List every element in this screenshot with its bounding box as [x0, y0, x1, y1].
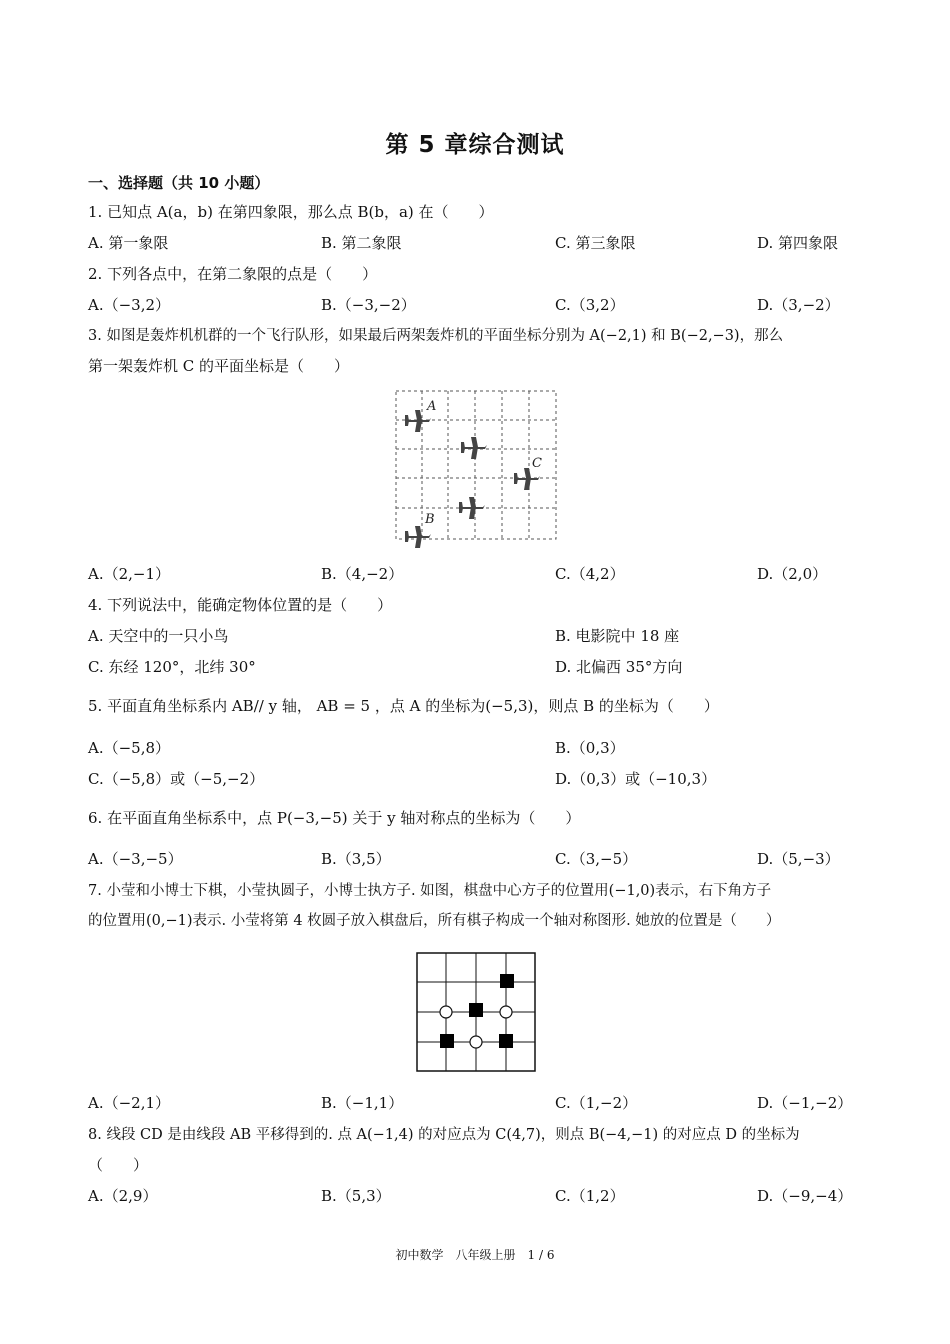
- q7-option-a: A.（−2,1）: [88, 1094, 171, 1112]
- q5-option-d: D.（0,3）或（−10,3）: [555, 770, 717, 788]
- q8-option-d: D.（−9,−4）: [757, 1187, 853, 1205]
- q3-formation-figure: [395, 390, 557, 548]
- q5-option-c: C.（−5,8）或（−5,−2）: [88, 770, 265, 788]
- plane-b-icon: [405, 526, 431, 548]
- square-piece: [500, 974, 514, 988]
- plane-c-icon: [514, 468, 540, 490]
- q3-option-c: C.（4,2）: [555, 565, 625, 583]
- question-2-stem: 2. 下列各点中，在第二象限的点是（ ）: [88, 265, 378, 283]
- q7-option-d: D.（−1,−2）: [757, 1094, 853, 1112]
- q6-option-b: B.（3,5）: [321, 850, 391, 868]
- q4-option-d: D. 北偏西 35°方向: [555, 658, 683, 676]
- q6-option-c: C.（3,−5）: [555, 850, 638, 868]
- q3-option-d: D.（2,0）: [757, 565, 828, 583]
- circle-piece: [500, 1006, 512, 1018]
- label-b: B: [425, 512, 435, 527]
- q6-option-d: D.（5,−3）: [757, 850, 840, 868]
- q7-option-b: B.（−1,1）: [321, 1094, 404, 1112]
- q8-option-a: A.（2,9）: [88, 1187, 158, 1205]
- section-heading: 一、选择题（共 10 小题）: [88, 174, 270, 192]
- q1-option-a: A. 第一象限: [88, 234, 169, 252]
- q4-option-c: C. 东经 120°，北纬 30°: [88, 658, 256, 676]
- question-7-stem-line2: 的位置用(0,−1)表示. 小莹将第 4 枚圆子放入棋盘后，所有棋子构成一个轴对称图形. 她放的位置是（ ）: [88, 913, 781, 929]
- q2-option-c: C.（3,2）: [555, 296, 625, 314]
- q4-option-a: A. 天空中的一只小鸟: [88, 627, 229, 645]
- q1-option-c: C. 第三象限: [555, 234, 636, 252]
- q6-option-a: A.（−3,−5）: [88, 850, 183, 868]
- q7-option-c: C.（1,−2）: [555, 1094, 638, 1112]
- q8-option-b: B.（5,3）: [321, 1187, 391, 1205]
- page-title: 第 5 章综合测试: [385, 132, 565, 158]
- q1-option-d: D. 第四象限: [757, 234, 839, 252]
- square-piece: [440, 1034, 454, 1048]
- q3-option-b: B.（4,−2）: [321, 565, 404, 583]
- question-1-stem: 1. 已知点 A(a，b) 在第四象限，那么点 B(b，a) 在（ ）: [88, 203, 494, 221]
- circle-piece: [470, 1036, 482, 1048]
- q1-option-b: B. 第二象限: [321, 234, 402, 252]
- question-3-stem-line2: 第一架轰炸机 C 的平面坐标是（ ）: [88, 357, 350, 375]
- question-6-stem: 6. 在平面直角坐标系中，点 P(−3,−5) 关于 y 轴对称点的坐标为（ ）: [88, 809, 581, 827]
- question-4-stem: 4. 下列说法中，能确定物体位置的是（ ）: [88, 596, 393, 614]
- question-5-stem: 5. 平面直角坐标系内 AB// y 轴， AB = 5 ，点 A 的坐标为(−5,3)，则点 B 的坐标为（ ）: [88, 697, 719, 715]
- label-c: C: [532, 456, 542, 471]
- circle-piece: [440, 1006, 452, 1018]
- square-piece: [469, 1003, 483, 1017]
- q5-option-b: B.（0,3）: [555, 739, 625, 757]
- q8-option-c: C.（1,2）: [555, 1187, 625, 1205]
- q3-option-a: A.（2,−1）: [88, 565, 171, 583]
- q2-option-a: A.（−3,2）: [88, 296, 171, 314]
- q5-option-a: A.（−5,8）: [88, 739, 171, 757]
- square-piece: [499, 1034, 513, 1048]
- question-7-stem-line1: 7. 小莹和小博士下棋，小莹执圆子，小博士执方子. 如图，棋盘中心方子的位置用(−1,0)表示，右下角方子: [88, 883, 772, 899]
- page-footer: 初中数学 八年级上册 1 / 6: [395, 1248, 555, 1262]
- plane-icon: [459, 497, 485, 519]
- q7-chessboard-figure: [416, 952, 536, 1072]
- q2-option-b: B.（−3,−2）: [321, 296, 416, 314]
- question-3-stem-line1: 3. 如图是轰炸机机群的一个飞行队形，如果最后两架轰炸机的平面坐标分别为 A(−2,1) 和 B(−2,−3)，那么: [88, 328, 784, 344]
- q2-option-d: D.（3,−2）: [757, 296, 840, 314]
- q4-option-b: B. 电影院中 18 座: [555, 627, 680, 645]
- label-a: A: [427, 399, 437, 414]
- question-8-stem-line2: （ ）: [88, 1156, 149, 1174]
- plane-icon: [461, 437, 487, 459]
- question-8-stem-line1: 8. 线段 CD 是由线段 AB 平移得到的. 点 A(−1,4) 的对应点为 C(4,7)，则点 B(−4,−1) 的对应点 D 的坐标为: [88, 1127, 800, 1143]
